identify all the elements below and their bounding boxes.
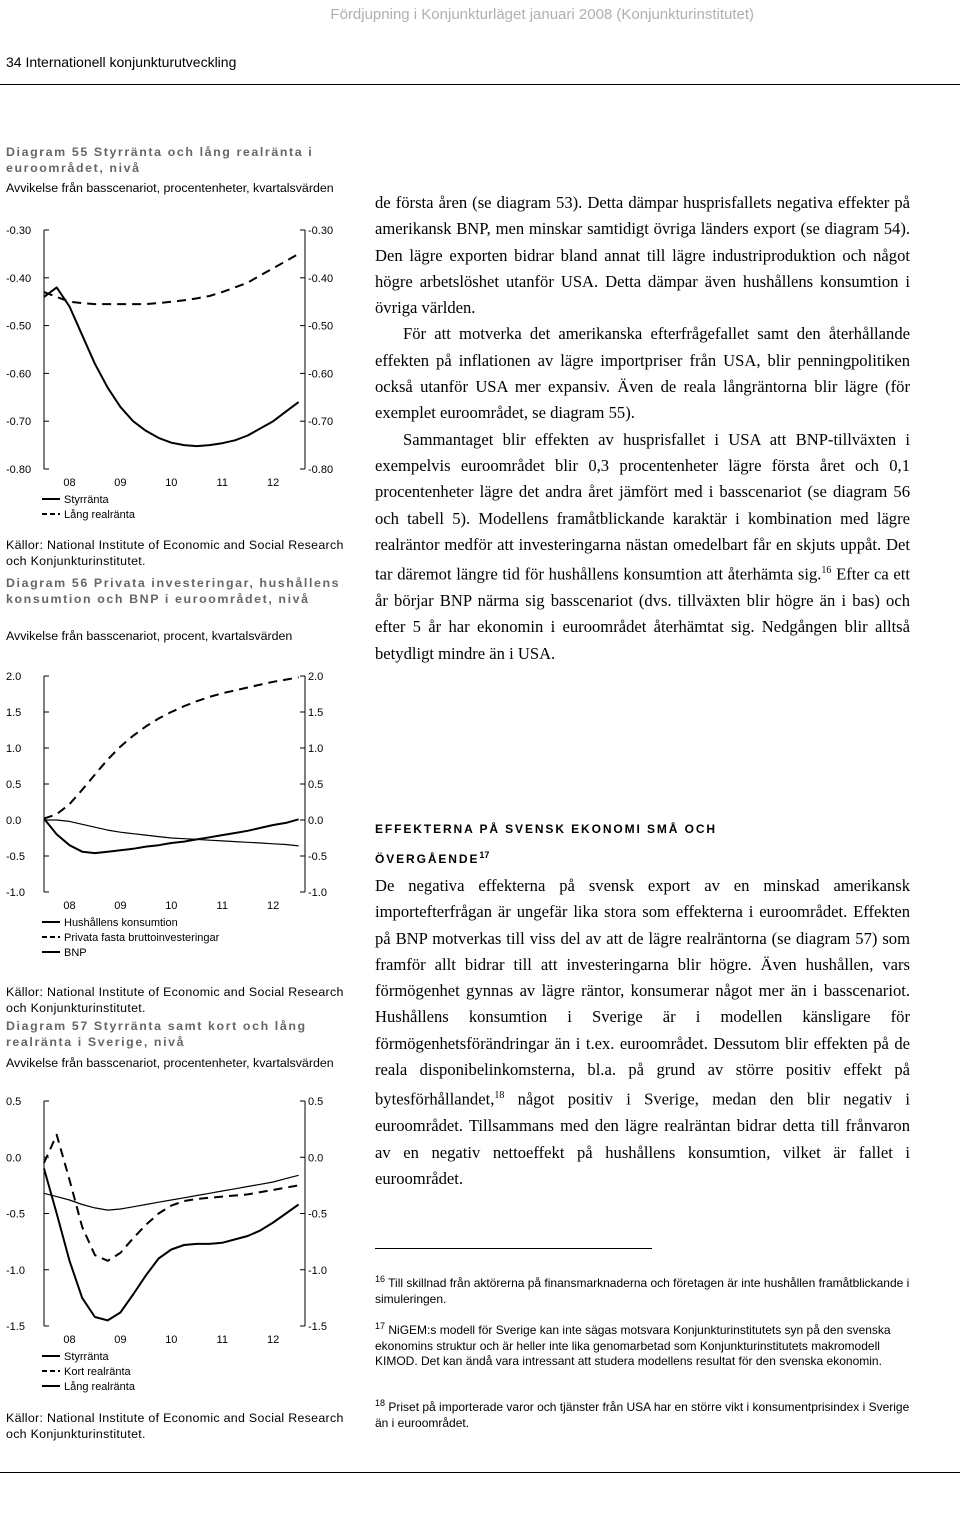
- diagram-55-source: Källor: National Institute of Economic and Social Research och Konjunkturinstitutet.: [6, 538, 344, 568]
- paragraph-4: [375, 873, 910, 1192]
- y-tick-label-right: 1.0: [308, 743, 324, 755]
- diagram-56-source: Källor: National Institute of Economic and Social Research och Konjunkturinstitutet.: [6, 985, 344, 1015]
- y-tick-label-right: 1.5: [308, 707, 324, 719]
- y-tick-label-right: -0.50: [308, 320, 334, 333]
- legend-label-l-ng-realr-nta: Lång realränta: [64, 509, 135, 521]
- x-tick-label: 12: [267, 1334, 280, 1346]
- series-line-l-ng-realr-nta: [44, 254, 299, 304]
- y-tick-label-left: -0.60: [6, 368, 32, 381]
- diagram-57-subtitle: Avvikelse från basscenariot, procentenheter, kvartalsvärden: [6, 1056, 334, 1070]
- footnote-text: Till skillnad från aktörerna på finansmarknaderna och företagen är inte hushållen framåtblickande i simuleringen.: [375, 1276, 910, 1306]
- x-tick-label: 11: [216, 477, 228, 489]
- series-line-privata-fasta-bruttoinvesteringar: [44, 677, 299, 818]
- footnote-ref-18[interactable]: 18: [494, 1090, 505, 1102]
- y-tick-label-right: -1.0: [308, 1264, 327, 1277]
- diagram-57-title: Diagram 57 Styrränta samt kort och lång realränta i Sverige, nivå: [6, 1019, 307, 1049]
- paragraph-4-part-2: något positiv i Sverige, medan den blir negativ i euroområdet. Tillsammans med den lägre realräntan bidrar detta till frånvaron av en negativ nettoeffekt på hushållens konsumtion, vilket är fallet i euroområdet.: [375, 1089, 910, 1188]
- paragraph-3-part-1: Sammantaget blir effekten av husprisfallet i USA att BNP-tillväxten i exempelvis euroområdet blir 0,3 procentenheter lägre första året och 0,1 procentenheter lägre det andra året jämfört med i basscenariot (se diagram 56 och tabell 5). Modellens framåtblickande karaktär i kombination med lägre realräntor medför att investeringarna nästan omedelbart får en skjuts uppåt. Det tar däremot längre tid för hushållens konsumtion att återhämta sig.: [375, 429, 910, 584]
- y-tick-label-left: 0.0: [6, 1152, 22, 1165]
- y-tick-label-left: -1.5: [6, 1321, 25, 1333]
- footnote-number: 18: [375, 1398, 386, 1408]
- y-tick-label-right: 0.0: [308, 1152, 324, 1165]
- footnote-rule: [375, 1248, 652, 1249]
- y-tick-label-left: -0.40: [6, 272, 32, 285]
- y-tick-label-left: -1.0: [6, 887, 25, 899]
- footnote-16: [375, 1272, 915, 1307]
- top-rule: [0, 84, 960, 85]
- y-tick-label-right: -0.30: [308, 225, 334, 237]
- paragraph-2: För att motverka det amerikanska efterfrågefallet samt den återhållande effekten på inflationen av lägre importpriser från USA, blir penningpolitiken också utanför USA mer expansiv. Även de reala långräntorna blir lägre (för exemplet euroområdet, se diagram 55).: [375, 324, 910, 423]
- y-tick-label-left: 0.5: [6, 1096, 22, 1108]
- y-tick-label-right: -0.5: [308, 851, 327, 863]
- footnote-17: [375, 1319, 915, 1370]
- body-text-lower: [375, 873, 910, 1192]
- paragraph-1: de första åren (se diagram 53). Detta dämpar husprisfallets negativa effekter på amerikansk BNP, men minskar samtidigt övriga länders export (se diagram 54). Den lägre exporten bidrar bland annat till lägre industriproduktion och något högre arbetslöshet utanför USA. Detta dämpar även hushållens konsumtion i övriga världen.: [375, 193, 910, 318]
- x-tick-label: 09: [114, 477, 127, 489]
- y-tick-label-left: 0.0: [6, 815, 22, 827]
- x-tick-label: 10: [165, 477, 178, 489]
- legend-label-kort-realr-nta: Kort realränta: [64, 1366, 131, 1378]
- footnote-18: [375, 1396, 915, 1431]
- footnote-ref-17[interactable]: 17: [479, 850, 490, 860]
- legend-label-bnp: BNP: [64, 947, 87, 959]
- diagram-55-chart: [0, 210, 360, 530]
- footnote-text: NiGEM:s modell för Sverige kan inte sägas motsvara Konjunkturinstitutets syn på den svenska ekonomins struktur och är heller inte lika genomarbetad som Konjunkturinstitutets makromodell KIMOD. Det kan ändå vara intressant att studera modellens resultat för den svenska ekonomin.: [375, 1323, 891, 1368]
- paragraph-3-part-2: Efter ca ett år börjar BNP närma sig basscenariot (dvs. tillväxten blir högre än i bas) och efter 5 år har ekonomin i euroområdet återhämtat sig. Nedgången blir alltså betydligt mindre än i USA.: [375, 564, 910, 663]
- legend-label-styrr-nta: Styrränta: [64, 1351, 109, 1363]
- y-tick-label-left: -0.50: [6, 320, 32, 333]
- x-tick-label: 11: [216, 1334, 228, 1346]
- y-tick-label-left: -0.5: [6, 851, 25, 863]
- y-tick-label-left: -0.70: [6, 416, 32, 429]
- section-heading: [375, 816, 795, 872]
- x-tick-label: 08: [63, 477, 76, 489]
- y-tick-label-right: -0.40: [308, 272, 334, 285]
- y-tick-label-left: -0.30: [6, 225, 32, 237]
- y-tick-label-left: -1.0: [6, 1264, 25, 1277]
- x-tick-label: 08: [63, 1334, 76, 1346]
- y-tick-label-right: -1.0: [308, 887, 327, 899]
- series-line-styrr-nta: [44, 287, 299, 446]
- footnote-number: 17: [375, 1321, 386, 1331]
- legend-label-styrr-nta: Styrränta: [64, 494, 109, 506]
- diagram-57-source: Källor: National Institute of Economic and Social Research och Konjunkturinstitutet.: [6, 1411, 344, 1441]
- y-tick-label-left: 2.0: [6, 671, 22, 683]
- paragraph-4-part-1: De negativa effekterna på svensk export av en minskad amerikansk importefterfrågan är ungefär lika stora som effekterna i euroområdet. Effekten på BNP motverkas till viss del av att de lägre realräntorna (se diagram 57) som framför allt bidrar till att investeringarna blir högre. Även hushållen, vars förmögenhet gynnas av lägre räntor, konsumerar något mer än i basscenariot. Hushållens konsumtion i Sverige är i modellen känsligare för förmögenhetsförändringar än i t.ex. euroområdet. Dessutom blir effekten på de reala disponibelinkomsterna, bl.a. på grund av större positiv effekt på bytesförhållandet,: [375, 876, 910, 1109]
- legend-label-l-ng-realr-nta: Lång realränta: [64, 1381, 135, 1393]
- section-heading-text: EFFEKTERNA PÅ SVENSK EKONOMI SMÅ OCH ÖVERGÅENDE: [375, 822, 717, 866]
- footnote-text: Priset på importerade varor och tjänster från USA har en större vikt i konsumentprisindex i Sverige än i euroområdet.: [375, 1400, 910, 1430]
- y-tick-label-right: 0.5: [308, 779, 324, 791]
- paragraph-3: [375, 427, 910, 667]
- running-header: Fördjupning i Konjunkturläget januari 2008 (Konjunkturinstitutet): [330, 6, 754, 23]
- x-tick-label: 09: [114, 1334, 127, 1346]
- page-heading: 34 Internationell konjunkturutveckling: [6, 54, 237, 70]
- footnote-ref-16[interactable]: 16: [821, 565, 832, 577]
- series-line-kort-realr-nta: [44, 1135, 299, 1261]
- x-tick-label: 08: [63, 900, 76, 912]
- y-tick-label-right: -0.70: [308, 416, 334, 429]
- y-tick-label-right: -0.5: [308, 1208, 327, 1221]
- x-tick-label: 12: [267, 477, 280, 489]
- y-tick-label-left: 0.5: [6, 779, 22, 791]
- diagram-55-subtitle: Avvikelse från basscenariot, procentenheter, kvartalsvärden: [6, 181, 334, 195]
- diagram-57-chart: [0, 1090, 360, 1405]
- y-tick-label-right: -0.60: [308, 368, 334, 381]
- body-text-upper: [375, 190, 910, 667]
- x-tick-label: 12: [267, 900, 280, 912]
- y-tick-label-left: -0.5: [6, 1208, 25, 1221]
- y-tick-label-right: -0.80: [308, 464, 334, 476]
- y-tick-label-right: -1.5: [308, 1321, 327, 1333]
- footnote-number: 16: [375, 1274, 386, 1284]
- x-tick-label: 09: [114, 900, 127, 912]
- x-tick-label: 10: [165, 1334, 178, 1346]
- y-tick-label-right: 2.0: [308, 671, 324, 683]
- y-tick-label-left: -0.80: [6, 464, 32, 476]
- x-tick-label: 10: [165, 900, 178, 912]
- diagram-56-subtitle: Avvikelse från basscenariot, procent, kvartalsvärden: [6, 629, 293, 643]
- bottom-rule: [0, 1472, 960, 1473]
- x-tick-label: 11: [216, 900, 228, 912]
- diagram-56-title: Diagram 56 Privata investeringar, hushållens konsumtion och BNP i euroområdet, nivå: [6, 576, 341, 606]
- diagram-55-title: Diagram 55 Styrränta och lång realränta i euroområdet, nivå: [6, 145, 314, 175]
- legend-label-hush-llens-konsumtion: Hushållens konsumtion: [64, 917, 178, 929]
- y-tick-label-right: 0.0: [308, 815, 324, 827]
- legend-label-privata-fasta-bruttoinvesteringar: Privata fasta bruttoinvesteringar: [64, 932, 220, 944]
- y-tick-label-left: 1.5: [6, 707, 22, 719]
- y-tick-label-left: 1.0: [6, 743, 22, 755]
- diagram-56-chart: [0, 660, 360, 980]
- y-tick-label-right: 0.5: [308, 1096, 324, 1108]
